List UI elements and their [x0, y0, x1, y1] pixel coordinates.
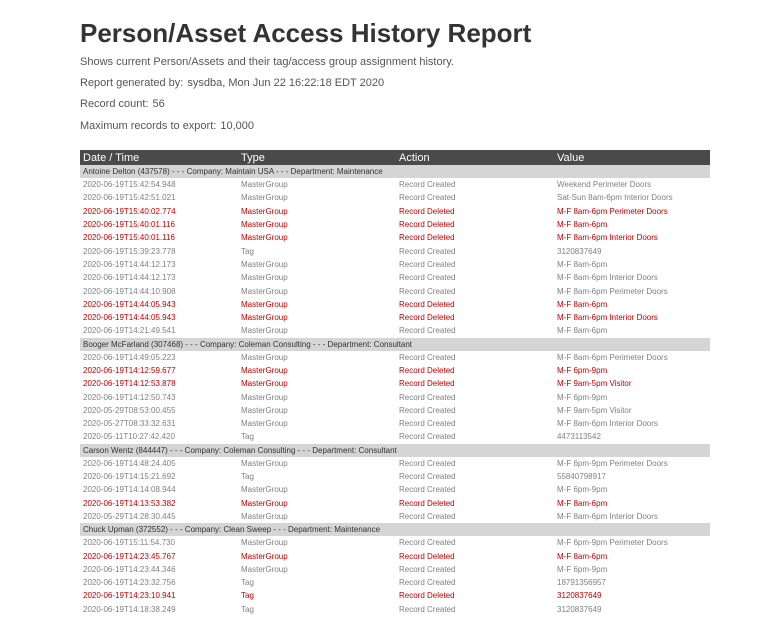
cell-action: Record Created [399, 273, 456, 283]
table-row [80, 576, 710, 589]
cell-type: Tag [241, 604, 254, 614]
cell-value: M-F 8am-6pm Interior Doors [557, 313, 658, 323]
table-row [80, 377, 710, 390]
cell-action: Record Deleted [399, 206, 455, 216]
page-title: Person/Asset Access History Report [80, 18, 532, 48]
cell-action: Record Created [399, 352, 456, 362]
cell-value: Sat-Sun 8am-6pm Interior Doors [557, 193, 673, 203]
cell-type: MasterGroup [241, 498, 288, 508]
column-header-action: Action [396, 150, 554, 165]
table-row [80, 510, 710, 523]
cell-action: Record Created [399, 286, 456, 296]
cell-datetime: 2020-06-19T14:23:44.346 [83, 564, 176, 574]
cell-value: M-F 6pm-9pm Perimeter Doors [557, 538, 668, 548]
cell-action: Record Created [399, 180, 456, 190]
cell-datetime: 2020-06-19T15:39:23.778 [83, 246, 176, 256]
column-header-value: Value [554, 150, 710, 165]
max-records [80, 120, 254, 132]
group-header-row [80, 165, 710, 178]
cell-datetime: 2020-06-19T14:12:50.743 [83, 392, 176, 402]
cell-datetime: 2020-06-19T14:21:49.541 [83, 326, 176, 336]
cell-type: MasterGroup [241, 233, 288, 243]
group-header: Booger McFarland (307468) - - - Company: Coleman Consulting - - - Department: Consultant [80, 338, 710, 351]
cell-type: MasterGroup [241, 458, 288, 468]
table-row [80, 430, 710, 443]
generated-by-label: Report generated by: [80, 77, 184, 89]
cell-action: Record Created [399, 472, 456, 482]
cell-action: Record Deleted [399, 498, 455, 508]
cell-value: Weekend Perimeter Doors [557, 180, 652, 190]
table-row [80, 417, 710, 430]
group-header-row [80, 444, 710, 457]
table-row [80, 483, 710, 496]
table-row [80, 218, 710, 231]
cell-action: Record Created [399, 432, 456, 442]
cell-value: 4473113542 [557, 432, 601, 442]
cell-type: Tag [241, 246, 254, 256]
cell-datetime: 2020-06-19T14:23:32.756 [83, 578, 176, 588]
cell-datetime: 2020-06-19T14:15:21.692 [83, 472, 176, 482]
cell-action: Record Created [399, 604, 456, 614]
cell-action: Record Created [399, 485, 456, 495]
cell-datetime: 2020-06-19T15:40:02.774 [83, 206, 176, 216]
cell-value: M-F 8am-6pm Interior Doors [557, 419, 658, 429]
cell-value: M-F 8am-6pm [557, 220, 608, 230]
table-row [80, 258, 710, 271]
record-count-value: 56 [152, 98, 165, 110]
cell-type: Tag [241, 591, 254, 601]
cell-action: Record Deleted [399, 366, 455, 375]
cell-type: MasterGroup [241, 299, 288, 309]
cell-action: Record Deleted [399, 233, 455, 243]
cell-value: M-F 8am-6pm [557, 259, 608, 269]
cell-datetime: 2020-06-19T14:44:10.908 [83, 286, 176, 296]
cell-value: 3120837649 [557, 591, 602, 601]
table-row [80, 497, 710, 510]
cell-datetime: 2020-06-19T15:42:54.948 [83, 180, 176, 190]
cell-type: MasterGroup [241, 551, 288, 561]
cell-datetime: 2020-06-19T15:40:01.116 [83, 233, 175, 243]
cell-datetime: 2020-05-29T08:53:00.455 [83, 405, 176, 415]
cell-value: 55840798917 [557, 472, 606, 482]
table-row [80, 470, 710, 483]
cell-datetime: 2020-06-19T14:48:24.405 [83, 458, 176, 468]
cell-action: Record Created [399, 326, 456, 336]
cell-value: M-F 8am-6pm [557, 498, 608, 508]
cell-datetime: 2020-06-19T14:12:59.677 [83, 366, 176, 375]
cell-value: M-F 6pm-9pm [557, 392, 608, 402]
report-description: Shows current Person/Assets and their tag/access group assignment history. [80, 56, 454, 68]
cell-type: MasterGroup [241, 220, 288, 230]
cell-action: Record Created [399, 578, 456, 588]
cell-value: M-F 8am-6pm [557, 299, 608, 309]
table-row [80, 563, 710, 576]
group-header-row [80, 523, 710, 536]
cell-datetime: 2020-06-19T14:23:45.767 [83, 551, 176, 561]
table-row [80, 324, 710, 337]
table-body [80, 165, 710, 616]
cell-type: MasterGroup [241, 352, 288, 362]
cell-value: 3120837649 [557, 246, 602, 256]
cell-type: MasterGroup [241, 366, 288, 375]
table-row [80, 549, 710, 562]
cell-value: M-F 8am-6pm Interior Doors [557, 273, 658, 283]
table-row [80, 271, 710, 284]
cell-datetime: 2020-06-19T14:44:05.943 [83, 299, 176, 309]
cell-type: MasterGroup [241, 259, 288, 269]
table-row [80, 284, 710, 297]
cell-type: Tag [241, 578, 254, 588]
cell-datetime: 2020-06-19T14:23:10.941 [83, 591, 176, 601]
history-table [80, 150, 710, 616]
table-row [80, 404, 710, 417]
cell-type: MasterGroup [241, 379, 288, 389]
cell-type: MasterGroup [241, 326, 288, 336]
cell-value: 3120837649 [557, 604, 602, 614]
cell-datetime: 2020-06-19T15:40:01.116 [83, 220, 175, 230]
cell-type: MasterGroup [241, 286, 288, 296]
cell-datetime: 2020-06-19T14:49:05.223 [83, 352, 176, 362]
group-header: Antoine Delton (437578) - - - Company: Maintain USA - - - Department: Maintenance [80, 165, 710, 178]
generated-by-value: sysdba, Mon Jun 22 16:22:18 EDT 2020 [187, 77, 385, 89]
group-header: Carson Wentz (844447) - - - Company: Coleman Consulting - - - Department: Consultant [80, 444, 710, 457]
cell-value: M-F 9am-5pm Visitor [557, 405, 632, 415]
table-row [80, 231, 710, 244]
cell-value: M-F 8am-6pm Perimeter Doors [557, 286, 668, 296]
table-row [80, 205, 710, 218]
cell-value: M-F 8am-6pm Perimeter Doors [557, 352, 668, 362]
cell-type: MasterGroup [241, 419, 288, 429]
cell-type: MasterGroup [241, 405, 288, 415]
cell-type: MasterGroup [241, 485, 288, 495]
cell-datetime: 2020-06-19T15:42:51.021 [83, 193, 176, 203]
cell-datetime: 2020-05-27T08:33:32.631 [83, 419, 176, 429]
cell-datetime: 2020-06-19T14:14:08.944 [83, 485, 176, 495]
cell-value: M-F 8am-6pm [557, 326, 608, 336]
cell-action: Record Created [399, 564, 456, 574]
cell-type: MasterGroup [241, 392, 288, 402]
cell-type: MasterGroup [241, 193, 288, 203]
table-row [80, 457, 710, 470]
cell-action: Record Created [399, 538, 456, 548]
cell-action: Record Created [399, 193, 456, 203]
cell-value: M-F 6pm-9pm [557, 564, 608, 574]
cell-value: M-F 6pm-9pm [557, 366, 608, 375]
cell-datetime: 2020-06-19T15:11:54.730 [83, 538, 175, 548]
cell-type: MasterGroup [241, 538, 288, 548]
column-header-datetime: Date / Time [80, 150, 238, 165]
table-row [80, 298, 710, 311]
cell-action: Record Created [399, 405, 456, 415]
table-row [80, 390, 710, 403]
record-count-label: Record count: [80, 98, 149, 110]
cell-action: Record Created [399, 259, 456, 269]
cell-action: Record Deleted [399, 551, 455, 561]
cell-value: M-F 8am-6pm Perimeter Doors [557, 206, 668, 216]
cell-value: M-F 8am-6pm [557, 551, 608, 561]
cell-datetime: 2020-06-19T14:13:53.382 [83, 498, 176, 508]
cell-type: MasterGroup [241, 180, 288, 190]
cell-action: Record Created [399, 419, 456, 429]
group-header: Chuck Upman (372552) - - - Company: Clean Sweep - - - Department: Maintenance [80, 523, 710, 536]
table-header-row [80, 150, 710, 165]
cell-type: MasterGroup [241, 511, 288, 521]
cell-action: Record Deleted [399, 220, 455, 230]
max-records-value: 10,000 [220, 120, 254, 132]
cell-action: Record Created [399, 392, 456, 402]
cell-type: MasterGroup [241, 564, 288, 574]
cell-datetime: 2020-06-19T14:44:12.173 [83, 273, 176, 283]
cell-type: MasterGroup [241, 313, 288, 323]
cell-action: Record Created [399, 458, 456, 468]
cell-value: M-F 8am-6pm Interior Doors [557, 233, 658, 243]
column-header-type: Type [238, 150, 396, 165]
cell-type: MasterGroup [241, 206, 288, 216]
cell-value: M-F 6pm-9pm Perimeter Doors [557, 458, 668, 468]
cell-type: Tag [241, 472, 254, 482]
cell-action: Record Created [399, 511, 456, 521]
cell-datetime: 2020-06-19T14:44:12.173 [83, 259, 176, 269]
cell-datetime: 2020-06-19T14:18:38.249 [83, 604, 176, 614]
table-row [80, 178, 710, 191]
cell-value: 18791356957 [557, 578, 606, 588]
table-row [80, 589, 710, 602]
cell-action: Record Created [399, 246, 456, 256]
cell-datetime: 2020-06-19T14:12:53.878 [83, 379, 176, 389]
cell-type: Tag [241, 432, 254, 442]
table-row [80, 603, 710, 616]
cell-value: M-F 9am-5pm Visitor [557, 379, 632, 389]
table-row [80, 244, 710, 257]
cell-action: Record Deleted [399, 379, 455, 389]
table-row [80, 364, 710, 377]
cell-action: Record Deleted [399, 591, 455, 601]
group-header-row [80, 338, 710, 351]
cell-action: Record Deleted [399, 313, 455, 323]
cell-value: M-F 6pm-9pm [557, 485, 608, 495]
generated-by [80, 77, 384, 89]
table-row [80, 311, 710, 324]
table-row [80, 536, 710, 549]
cell-type: MasterGroup [241, 273, 288, 283]
record-count [80, 98, 165, 110]
cell-datetime: 2020-05-29T14:28:30.445 [83, 511, 176, 521]
max-records-label: Maximum records to export: [80, 120, 217, 132]
table-row [80, 191, 710, 204]
cell-datetime: 2020-05-11T10:27:42.420 [83, 432, 175, 442]
cell-value: M-F 8am-6pm Interior Doors [557, 511, 658, 521]
cell-datetime: 2020-06-19T14:44:05.943 [83, 313, 176, 323]
cell-action: Record Deleted [399, 299, 455, 309]
table-row [80, 351, 710, 364]
